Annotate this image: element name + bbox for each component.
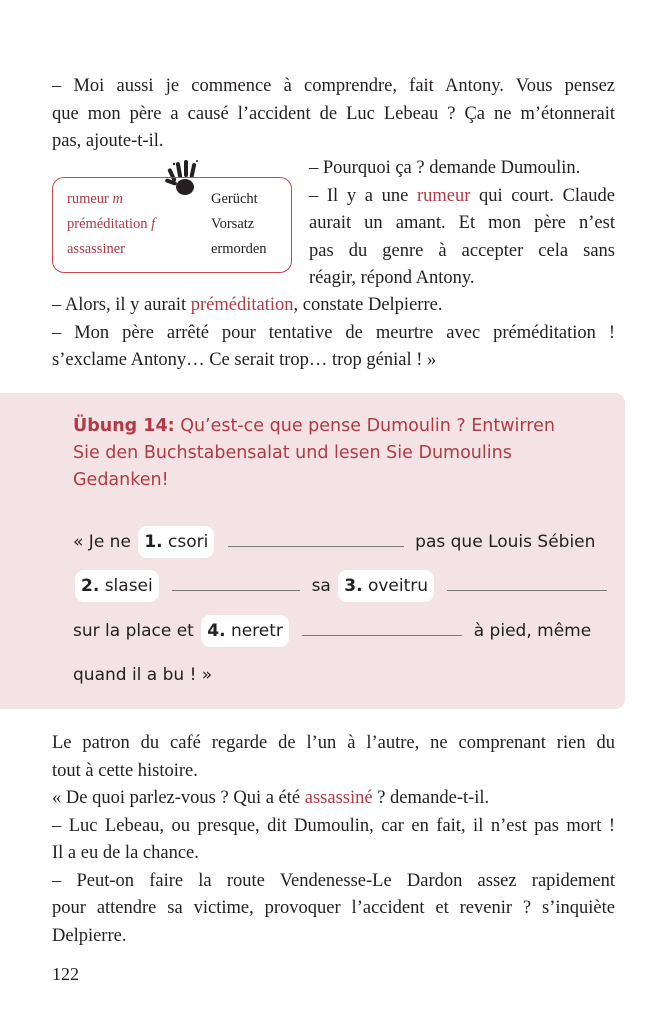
text-line: pour attendre sa victime, provoquer l’accident et revenir ? s’inquiète: [52, 898, 615, 918]
highlight-word: rumeur: [416, 185, 471, 206]
answer-blank-4[interactable]: [302, 615, 462, 636]
scrambled-word-1: 1. csori: [138, 526, 214, 558]
scrambled-word-3: 3. oveitru: [338, 570, 434, 602]
exercise-line-2: 2. slasei sa 3. oveitru: [73, 570, 613, 602]
text-line: que mon père a causé l’accident de Luc Lebeau ? Ça ne m’étonnerait: [52, 103, 615, 124]
text-line: – Alors, il y aurait préméditation, constate Delpierre.: [52, 295, 443, 315]
text-line: – Il y a une rumeur qui court. Claude: [309, 185, 615, 206]
paragraph-right-column: [309, 155, 615, 293]
scrambled-word-2: 2. slasei: [75, 570, 159, 602]
exercise-line-3: sur la place et 4. neretr à pied, même: [73, 615, 591, 647]
vocabulary-box: [52, 177, 292, 273]
text-line: réagir, répond Antony.: [309, 268, 475, 288]
answer-blank-1[interactable]: [228, 526, 404, 547]
exercise-label: Übung 14:: [73, 416, 175, 436]
text-line: s’exclame Antony… Ce serait trop… trop génial ! »: [52, 350, 437, 370]
exercise-line-4: quand il a bu ! »: [73, 665, 213, 685]
vocab-row-de: [53, 239, 291, 259]
text-line: – Luc Lebeau, ou presque, dit Dumoulin, car en fait, il n’est pas mort !: [52, 815, 615, 836]
text-line: – Mon père arrêté pour tentative de meurtre avec préméditation !: [52, 322, 615, 343]
paragraph-cafe: [52, 730, 615, 950]
vocab-row-de: [53, 214, 291, 234]
vocab-gender: f: [151, 216, 156, 232]
vocab-french: rumeur: [67, 191, 109, 207]
exercise-title: Übung 14: Qu’est-ce que pense Dumoulin ? Entwirren Sie den Buchstabensalat und lesen Sie Dumoulins Gedanken!: [73, 416, 555, 490]
page-number: 122: [52, 964, 79, 984]
text-line: Delpierre.: [52, 925, 127, 946]
text-line: – Moi aussi je commence à comprendre, fait Antony. Vous pensez: [52, 76, 615, 96]
vocab-german: ermorden: [211, 241, 267, 257]
text-line: Il a eu de la chance.: [52, 843, 199, 863]
text-line: Le patron du café regarde de l’un à l’autre, ne comprenant rien du: [52, 733, 615, 753]
exercise-line-1: « Je ne 1. csori pas que Louis Sébien: [73, 526, 595, 558]
scrambled-word-4: 4. neretr: [201, 615, 289, 647]
text-line: pas du genre à accepter cela sans: [309, 240, 615, 261]
text-line: – Peut-on faire la route Vendenesse-Le Dardon assez rapidement: [52, 870, 615, 891]
vocab-french: préméditation: [67, 216, 148, 232]
paragraph-dialogue: [52, 292, 615, 375]
vocab-german: Vorsatz: [211, 216, 255, 232]
text-line: « De quoi parlez-vous ? Qui a été assassiné ? demande-t-il.: [52, 788, 490, 808]
highlight-word: assassiné: [304, 788, 373, 808]
text-line: pas, ajoute-t-il.: [52, 131, 164, 151]
paragraph-intro: [52, 73, 615, 156]
answer-blank-3[interactable]: [447, 570, 607, 591]
text-line: tout à cette histoire.: [52, 760, 198, 781]
vocab-french: assassiner: [67, 241, 125, 257]
text-line: aurait un amant. Et mon père n’est: [309, 213, 615, 233]
text-line: – Pourquoi ça ? demande Dumoulin.: [309, 158, 581, 178]
vocab-german: Gerücht: [211, 191, 258, 207]
answer-blank-2[interactable]: [172, 570, 300, 591]
highlight-word: préméditation: [190, 295, 294, 315]
vocab-row-de: [53, 189, 291, 209]
vocab-gender: m: [112, 191, 123, 207]
